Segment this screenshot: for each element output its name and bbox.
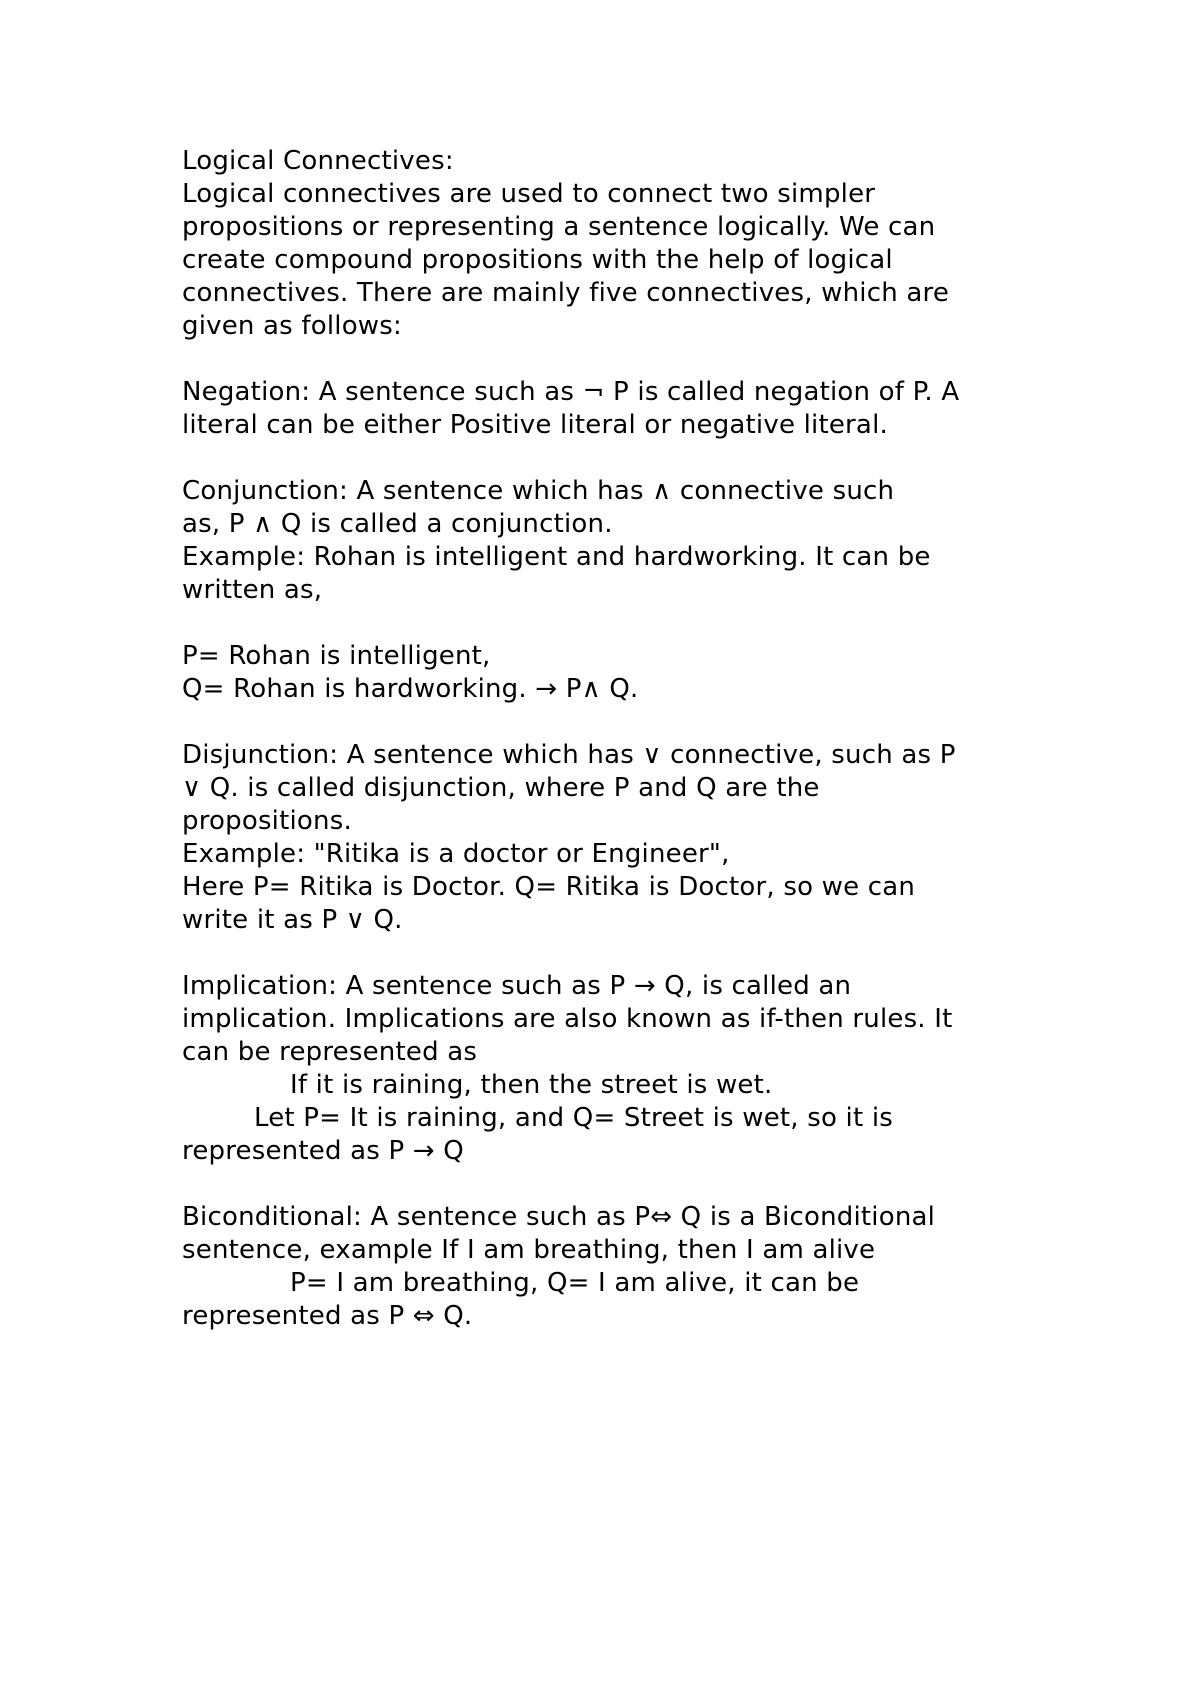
disjunction-line: Example: "Ritika is a doctor or Engineer", bbox=[182, 839, 730, 869]
conjunction-line: as, P ∧ Q is called a conjunction. bbox=[182, 509, 613, 539]
paragraph-gap bbox=[182, 1168, 1062, 1201]
intro-line: given as follows: bbox=[182, 311, 402, 341]
implication-line: Implication: A sentence such as P → Q, is called an bbox=[182, 971, 852, 1001]
disjunction-line: Disjunction: A sentence which has ∨ connective, such as P bbox=[182, 740, 956, 770]
paragraph-gap bbox=[182, 937, 1062, 970]
biconditional-line: Biconditional: A sentence such as P⇔ Q is a Biconditional bbox=[182, 1202, 936, 1232]
document-body bbox=[182, 145, 1062, 1333]
conjunction-example-line: P= Rohan is intelligent, bbox=[182, 641, 491, 671]
implication-line: implication. Implications are also known as if-then rules. It bbox=[182, 1004, 953, 1034]
implication-example-line: Let P= It is raining, and Q= Street is wet, so it is bbox=[254, 1103, 893, 1133]
intro-line: propositions or representing a sentence logically. We can bbox=[182, 212, 936, 242]
biconditional-line: sentence, example If I am breathing, then I am alive bbox=[182, 1235, 876, 1265]
conjunction-line: written as, bbox=[182, 575, 323, 605]
intro-line: connectives. There are mainly five connectives, which are bbox=[182, 278, 950, 308]
intro-line: Logical connectives are used to connect two simpler bbox=[182, 179, 876, 209]
intro-line: create compound propositions with the help of logical bbox=[182, 245, 893, 275]
paragraph-gap bbox=[182, 343, 1062, 376]
conjunction-line: Conjunction: A sentence which has ∧ connective such bbox=[182, 476, 895, 506]
implication-line: represented as P → Q bbox=[182, 1136, 464, 1166]
negation-line: literal can be either Positive literal or negative literal. bbox=[182, 410, 888, 440]
negation-line: Negation: A sentence such as ¬ P is called negation of P. A bbox=[182, 377, 960, 407]
paragraph-gap bbox=[182, 706, 1062, 739]
disjunction-line: Here P= Ritika is Doctor. Q= Ritika is Doctor, so we can bbox=[182, 872, 916, 902]
conjunction-example-line: Q= Rohan is hardworking. → P∧ Q. bbox=[182, 674, 639, 704]
biconditional-line: represented as P ⇔ Q. bbox=[182, 1301, 473, 1331]
implication-example-line: If it is raining, then the street is wet. bbox=[290, 1070, 773, 1100]
biconditional-example-line: P= I am breathing, Q= I am alive, it can be bbox=[290, 1268, 860, 1298]
paragraph-gap bbox=[182, 607, 1062, 640]
disjunction-line: propositions. bbox=[182, 806, 352, 836]
document-title: Logical Connectives: bbox=[182, 146, 454, 176]
conjunction-line: Example: Rohan is intelligent and hardworking. It can be bbox=[182, 542, 931, 572]
disjunction-line: write it as P ∨ Q. bbox=[182, 905, 403, 935]
implication-line: can be represented as bbox=[182, 1037, 478, 1067]
disjunction-line: ∨ Q. is called disjunction, where P and Q are the bbox=[182, 773, 820, 803]
paragraph-gap bbox=[182, 442, 1062, 475]
